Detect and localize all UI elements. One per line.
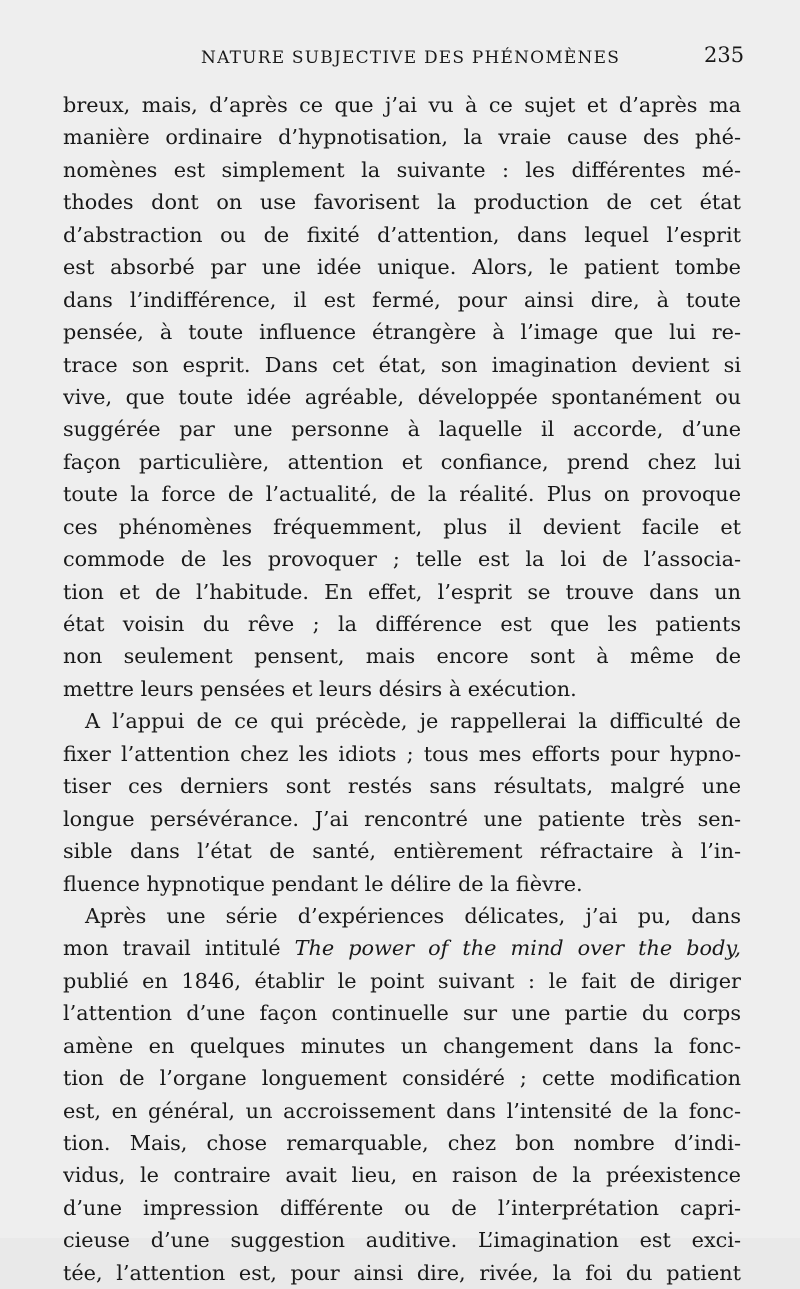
running-title: NATURE SUBJECTIVE DES PHÉNOMÈNES [201, 48, 621, 68]
body-text [63, 89, 741, 1289]
text-line: fluence hypnotique pendant le délire de la fièvre. [63, 871, 583, 896]
page-number: 235 [704, 43, 745, 67]
text-line: A l’appui de ce qui précède, je rappellerai la difficulté de [85, 709, 741, 734]
text-line: tion et de l’habitude. En effet, l’esprit se trouve dans un [63, 579, 741, 604]
text-line: cieuse d’une suggestion auditive. L’imagination est exci- [63, 1228, 741, 1253]
text-line: commode de les provoquer ; telle est la loi de l’associa- [63, 547, 741, 572]
text-line: tée, l’attention est, pour ainsi dire, rivée, la foi du patient [63, 1260, 741, 1285]
text-line: amène en quelques minutes un changement dans la fonc- [63, 1033, 741, 1058]
text-line: tion. Mais, chose remarquable, chez bon nombre d’indi- [63, 1131, 741, 1155]
text-line: pensée, à toute influence étrangère à l’image que lui re- [63, 320, 741, 345]
text-line-segment: mon travail intitulé [63, 936, 295, 961]
text-line: sible dans l’état de santé, entièrement réfractaire à l’in- [63, 839, 741, 864]
text-line: fixer l’attention chez les idiots ; tous mes efforts pour hypno- [63, 741, 741, 766]
text-line: tiser ces derniers sont restés sans résultats, malgré une [63, 774, 741, 799]
text-line: tion de l’organe longuement considéré ; cette modification [63, 1066, 741, 1091]
text-line-with-title [63, 932, 741, 964]
text-line: longue persévérance. J’ai rencontré une patiente très sen- [63, 806, 741, 831]
text-line: nomènes est simplement la suivante : les différentes mé- [63, 157, 741, 182]
text-line: thodes dont on use favorisent la production de cet état [63, 190, 741, 215]
text-line: suggérée par une personne à laquelle il accorde, d’une [63, 417, 741, 442]
book-title: The power of the mind over the body, [294, 936, 741, 961]
text-line: trace son esprit. Dans cet état, son imagination devient si [63, 352, 741, 377]
text-line: non seulement pensent, mais encore sont à même de [63, 644, 741, 669]
text-line: façon particulière, attention et confiance, prend chez lui [63, 449, 741, 474]
text-line: publié en 1846, établir le point suivant : le fait de diriger [63, 968, 741, 993]
text-line: mettre leurs pensées et leurs désirs à exécution. [63, 676, 577, 701]
text-line: est absorbé par une idée unique. Alors, le patient tombe [63, 255, 741, 280]
text-line: Après une série d’expériences délicates, j’ai pu, dans [85, 903, 741, 928]
text-line: état voisin du rêve ; la différence est que les patients [63, 612, 741, 636]
text-line: dans l’indifférence, il est fermé, pour ainsi dire, à toute [63, 287, 741, 312]
text-line: vive, que toute idée agréable, développée spontanément ou [63, 384, 741, 409]
text-line: d’abstraction ou de fixité d’attention, dans lequel l’esprit [63, 222, 741, 247]
text-line: toute la force de l’actualité, de la réalité. Plus on provoque [63, 482, 741, 507]
text-line: breux, mais, d’après ce que j’ai vu à ce sujet et d’après ma [63, 93, 741, 117]
text-line: manière ordinaire d’hypnotisation, la vraie cause des phé- [63, 125, 741, 150]
text-line: ces phénomènes fréquemment, plus il devient facile et [63, 514, 741, 539]
text-line: est, en général, un accroissement dans l’intensité de la fonc- [63, 1098, 741, 1123]
text-line: d’une impression différente ou de l’interprétation capri- [63, 1195, 741, 1220]
text-line: l’attention d’une façon continuelle sur une partie du corps [63, 1001, 741, 1026]
text-line: vidus, le contraire avait lieu, en raison de la préexistence [63, 1163, 741, 1188]
